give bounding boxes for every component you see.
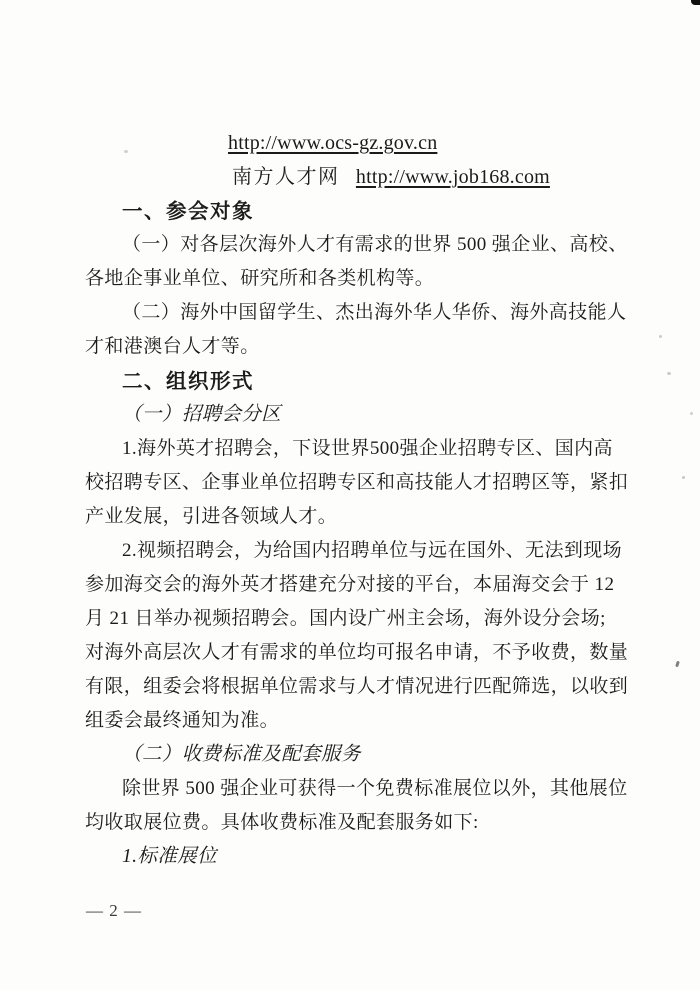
- scan-speckle: [124, 150, 128, 153]
- scan-speckle: [659, 335, 662, 338]
- scan-speckle: [682, 476, 685, 479]
- document-line: 各地企事业单位、研究所和各类机构等。: [85, 268, 435, 289]
- document-line: 组委会最终通知为准。: [85, 710, 280, 731]
- document-line: 参加海交会的海外英才搭建充分对接的平台，本届海交会于 12: [85, 574, 615, 595]
- document-line: （一）招聘会分区: [122, 404, 282, 425]
- document-line: 校招聘专区、企事业单位招聘专区和高技能人才招聘区等，紧扣: [85, 472, 629, 493]
- document-line: 有限，组委会将根据单位需求与人才情况进行匹配筛选，以收到: [85, 676, 629, 697]
- document-content: [85, 126, 651, 874]
- document-line: 才和港澳台人才等。: [85, 336, 260, 357]
- scan-speckle: [675, 661, 680, 668]
- document-line: 一、参会对象: [122, 199, 254, 223]
- document-line: 二、组织形式: [122, 369, 254, 393]
- scan-corner-artifact: [691, 0, 700, 5]
- header-link-line-1: [85, 126, 651, 160]
- document-line: （一）对各层次海外人才有需求的世界 500 强企业、高校、: [122, 234, 628, 255]
- scan-speckle: [690, 412, 693, 415]
- document-line: 月 21 日举办视频招聘会。国内设广州主会场，海外设分会场;: [85, 608, 606, 629]
- header-link-line-2: [85, 160, 651, 194]
- page-number: — 2 —: [86, 901, 142, 920]
- document-line: （二）海外中国留学生、杰出海外华人华侨、海外高技能人: [122, 302, 627, 323]
- scan-speckle: [667, 372, 671, 375]
- secondary-url-text: http://www.job168.com: [355, 166, 550, 188]
- document-line: （二）收费标准及配套服务: [122, 744, 361, 765]
- primary-url-text: http://www.ocs-gz.gov.cn: [228, 132, 438, 154]
- document-line: 除世界 500 强企业可获得一个免费标准展位以外，其他展位: [122, 778, 628, 799]
- document-body: [85, 194, 651, 874]
- document-line: 1.标准展位: [122, 846, 218, 867]
- document-line: 产业发展，引进各领域人才。: [85, 506, 338, 527]
- document-line: 2.视频招聘会，为给国内招聘单位与远在国外、无法到现场: [122, 540, 623, 561]
- document-line: 对海外高层次人才有需求的单位均可报名申请，不予收费，数量: [85, 642, 629, 663]
- site-name-label: 南方人才网: [232, 166, 340, 188]
- document-line: 1.海外英才招聘会，下设世界500强企业招聘专区、国内高: [122, 438, 613, 459]
- document-line: 均收取展位费。具体收费标准及配套服务如下:: [85, 812, 479, 833]
